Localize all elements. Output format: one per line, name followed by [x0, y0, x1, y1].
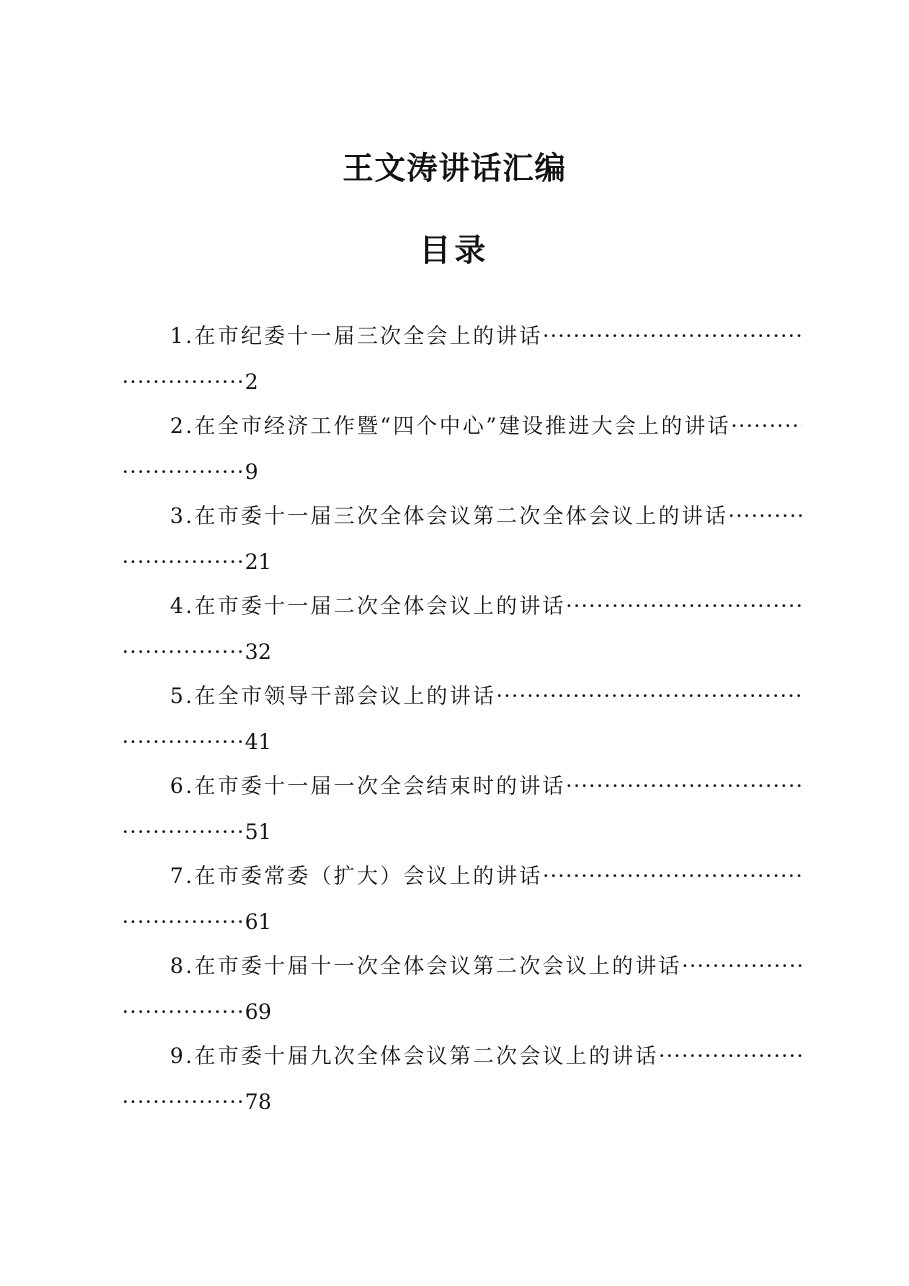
toc-entry-page-line [122, 722, 272, 762]
toc-entry[interactable] [122, 676, 802, 766]
toc-page-number: 32 [244, 640, 272, 664]
toc-entry-page-line [122, 992, 272, 1032]
toc-entry-title: 9.在市委十届九次全体会议第二次会议上的讲话 ····· [170, 1036, 802, 1076]
toc-dot-leader: ················ [122, 820, 245, 844]
toc-page-number: 21 [244, 550, 272, 574]
toc-dot-leader: ················ [122, 640, 245, 664]
toc-entry[interactable] [122, 496, 802, 586]
toc-page-number: 78 [244, 1090, 272, 1114]
toc-entry[interactable] [122, 316, 802, 406]
toc-entry[interactable] [122, 586, 802, 676]
toc-heading: 目录 [419, 233, 490, 269]
toc-dot-leader: ················ [122, 1090, 245, 1114]
toc-entry-title: 8.在市委十届十一次全体会议第二次会议上的讲话 ····· [170, 946, 802, 986]
toc-entry-title: 4.在市委十一届二次全体会议上的讲话 ····· [170, 586, 802, 626]
toc-page-number: 61 [244, 910, 272, 934]
toc-page-number: 41 [244, 730, 272, 754]
toc-dot-leader: ················ [122, 460, 245, 484]
toc-entry-page-line [122, 1082, 272, 1122]
toc-page-number: 69 [244, 1000, 272, 1024]
document-title: 王文涛讲话汇编 [342, 151, 567, 187]
toc-entry-title: 2.在全市经济工作暨“四个中心”建设推进大会上的讲话 ····· [170, 406, 802, 446]
toc-entry[interactable] [122, 406, 802, 496]
toc-entry-title: 1.在市纪委十一届三次全会上的讲话 ····· [170, 316, 802, 356]
table-of-contents [122, 316, 802, 1126]
toc-dot-leader: ················ [122, 550, 245, 574]
toc-entry-title: 7.在市委常委（扩大）会议上的讲话 ····· [170, 856, 802, 896]
toc-entry[interactable] [122, 946, 802, 1036]
toc-entry-page-line [122, 362, 258, 402]
toc-dot-leader: ················ [122, 370, 245, 394]
toc-entry-page-line [122, 542, 272, 582]
toc-entry-title: 6.在市委十一届一次全会结束时的讲话 ····· [170, 766, 802, 806]
toc-page-number: 51 [244, 820, 272, 844]
toc-dot-leader: ················ [122, 910, 245, 934]
toc-dot-leader: ················ [122, 730, 245, 754]
toc-entry-title: 3.在市委十一届三次全体会议第二次全体会议上的讲话 ····· [170, 496, 802, 536]
toc-entry-page-line [122, 452, 258, 492]
toc-entry[interactable] [122, 856, 802, 946]
toc-entry[interactable] [122, 1036, 802, 1126]
toc-entry-page-line [122, 902, 272, 942]
toc-entry[interactable] [122, 766, 802, 856]
toc-entry-page-line [122, 812, 272, 852]
toc-entry-title: 5.在全市领导干部会议上的讲话 ····· [170, 676, 802, 716]
toc-entry-page-line [122, 632, 272, 672]
toc-page-number: 2 [244, 370, 259, 394]
toc-page-number: 9 [244, 460, 259, 484]
toc-dot-leader: ················ [122, 1000, 245, 1024]
